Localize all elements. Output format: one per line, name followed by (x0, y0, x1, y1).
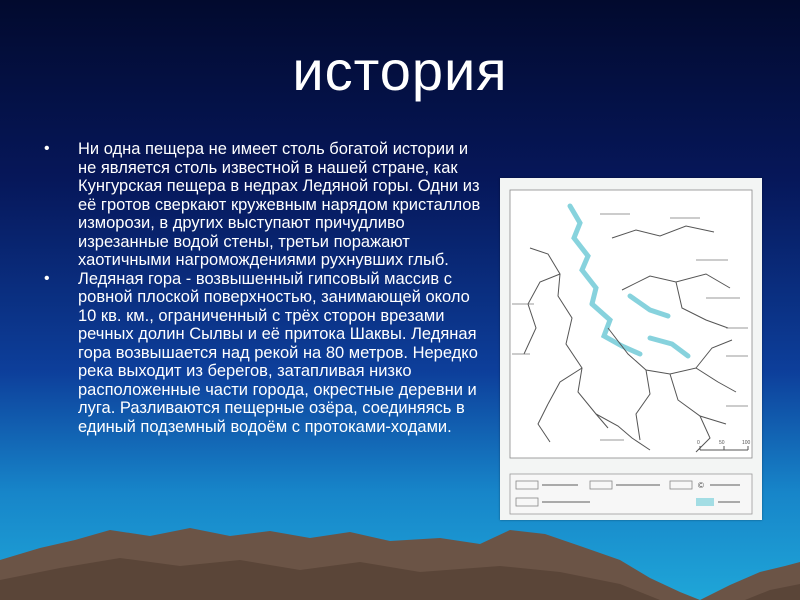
bullet-text: Ледяная гора - возвышенный гипсовый массив с ровной плоской поверхностью, занимающей около 10 кв. км., ограниченный с трёх сторон врезами речных долин Сылвы и её притока Шаквы. Ледяная гора возвышается над рекой на 80 метров. Нередко река выходит из берегов, затапливая низко расположенные части города, окрестные деревни и луга. Разливаются пещерные озёра, соединяясь в единый подземный водоём с протоками-ходами. (78, 269, 478, 436)
bullet-text: Ни одна пещера не имеет столь богатой истории и не является столь известной в нашей стране, как Кунгурская пещера в недрах Ледяной горы. Одни из её гротов сверкают кружевным нарядом кристаллов изморози, в других выступают причудливо изрезанные водой стены, третьи поражают хаотичными нагромождениями рухнувших глыб. (78, 140, 481, 269)
slide-body (38, 140, 486, 436)
scale-label: 0 (697, 440, 700, 446)
cave-map-drawing (500, 178, 762, 520)
legend-symbol: © (698, 481, 704, 490)
scale-label: 100 (742, 440, 751, 446)
bullet-item (38, 140, 486, 270)
cave-map-image (500, 178, 762, 520)
scale-label: 50 (719, 440, 725, 446)
bullet-dot-icon: • (44, 140, 50, 157)
bullet-dot-icon: • (44, 269, 50, 287)
map-legend (510, 474, 752, 514)
bullet-item (38, 270, 486, 437)
slide-title: история (292, 39, 508, 102)
